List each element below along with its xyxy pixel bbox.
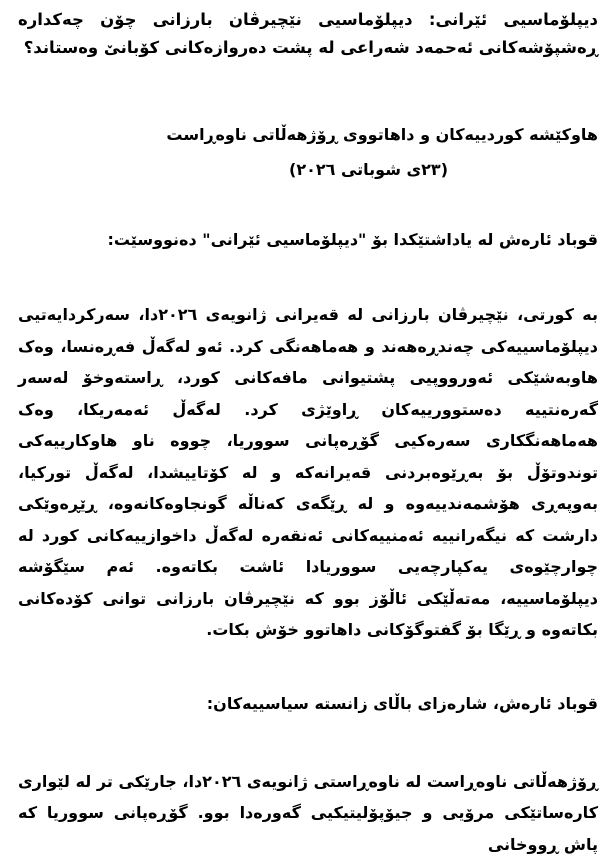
article-subtitle: هاوکێشە کوردییەکان و داهاتووی ڕۆژهەڵاتی ناوەڕاست [18, 120, 598, 150]
intro-label: قوباد ئارەش لە یاداشتێکدا بۆ "دیپلۆماسیی ئێرانی" دەنووسێت: [18, 225, 598, 255]
section-label: قوباد ئارەش، شارەزای باڵای زانستە سیاسییەکان: [18, 689, 598, 719]
article-date: (٢٣ی شوباتی ٢٠٢٦) [18, 155, 598, 185]
paragraph-2: ڕۆژهەڵاتی ناوەڕاست لە ناوەڕاستی ژانویەی ٢٠٢٦دا، جارێکی تر لە لێواری کارەساتێکی مرۆیی و جیۆپۆلیتیکیی گەورەدا بوو. گۆڕەپانی سووریا کە پاش ڕووخانی [18, 766, 598, 860]
paragraph-1: بە کورتی، نێچیرڤان بارزانی لە قەیرانی ژانویەی ٢٠٢٦دا، سەرکردایەتیی دیپلۆماسییەکی چەندڕەهەند و هەماهەنگی کرد. ئەو لەگەڵ فەڕەنسا، وەک هاوبەشێکی ئەورووپیی پشتیوانی مافەکانی کورد، ڕاستەوخۆ لەسەر گەرەنتییە دەستوورییەکان ڕاوێژی کرد. لەگەڵ ئەمەریکا، وەک هەماهەنگکاری سەرەکیی گۆڕەپانی سووریا، چووە ناو هاوکارییەکی توندوتۆڵ بۆ بەڕێوەبردنی قەیرانەکە و لە کۆتاییشدا، لەگەڵ تورکیا، بەوپەڕی هۆشمەندییەوە و لە ڕێگەی کەناڵە گونجاوەکانەوە، ڕێڕەوێکی دارشت کە نیگەرانییە ئەمنییەکانی ئەنقەرە لەگەڵ داخوازییەکانی کورد لە چوارچێوەی یەکپارچەیی سووریادا ئاشت بکاتەوە. ئەم سێگۆشە دیپلۆماسییە، مەتەڵێکی ئاڵۆز بوو کە نێچیرڤان بارزانی توانی کۆدەکانی بکاتەوە و ڕێگا بۆ گفتوگۆکانی داهاتوو خۆش بکات. [18, 299, 598, 646]
article-title: دیپلۆماسیی ئێرانی: دیپلۆماسیی نێچیرڤان بارزانی چۆن چەکدارە ڕەشپۆشەکانی ئەحمەد شەراعی لە پشت دەروازەکانی کۆبانێ وەستاند؟ [18, 6, 598, 62]
